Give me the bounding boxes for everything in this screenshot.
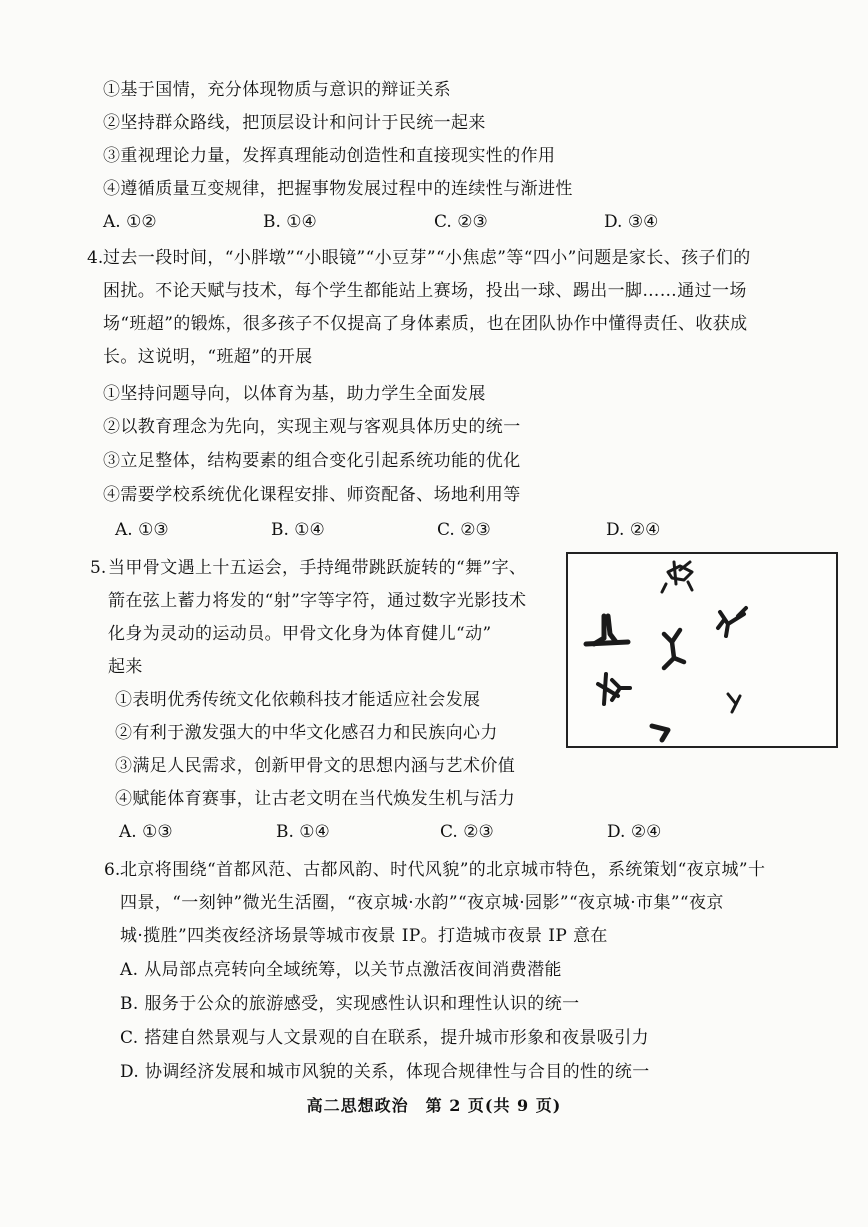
q5-option-c: C. ②③ [440,822,494,842]
glyph-person [664,630,684,668]
q5-option-d: D. ②④ [607,822,662,842]
q4-option-a: A. ①③ [115,520,169,540]
q3-statement-2: ②坚持群众路线，把顶层设计和问计于民统一起来 [103,113,486,133]
q5-option-a: A. ①③ [119,822,173,842]
glyph-dance [662,562,692,592]
q3-option-d: D. ③④ [604,212,659,232]
q3-option-b: B. ①④ [263,212,317,232]
q4-stem-line-2: 困扰。不论天赋与技术，每个学生都能站上赛场，投出一球、踢出一脚……通过一场 [103,281,747,301]
glyph-leap [718,608,746,636]
q5-stem-line-2: 箭在弦上蓄力将发的“射”字等字符，通过数字光影技术 [108,591,527,611]
q6-stem-line-1: 北京将围绕“首都风范、古都风韵、时代风貌”的北京城市特色，系统策划“夜京城”十 [120,860,766,880]
q5-option-b: B. ①④ [276,822,330,842]
oracle-glyphs-illustration [568,554,836,746]
q3-statement-4: ④遵循质量互变规律，把握事物发展过程中的连续性与渐进性 [103,179,573,199]
q4-statement-3: ③立足整体，结构要素的组合变化引起系统功能的优化 [103,451,521,471]
q6-number: 6. [104,860,121,880]
q6-stem-line-3: 城·揽胜”四类夜经济场景等城市夜景 IP。打造城市夜景 IP 意在 [120,926,608,946]
q4-number: 4. [87,248,104,268]
q4-stem-line-3: 场“班超”的锻炼，很多孩子不仅提高了身体素质，也在团队协作中懂得责任、收获成 [103,314,748,334]
q4-statement-4: ④需要学校系统优化课程安排、师资配备、场地利用等 [103,485,521,505]
q5-statement-2: ②有利于激发强大的中华文化感召力和民族向心力 [115,723,498,743]
q4-stem-line-1: 过去一段时间，“小胖墩”“小眼镜”“小豆芽”“小焦虑”等“四小”问题是家长、孩子们的 [103,248,751,268]
q4-option-b: B. ①④ [271,520,325,540]
glyph-shoot [598,674,630,704]
q5-stem-line-3: 化身为灵动的运动员。甲骨文化身为体育健儿“动” [108,624,492,644]
q4-statement-2: ②以教育理念为先向，实现主观与客观具体历史的统一 [103,417,521,437]
q6-option-a: A. 从局部点亮转向全域统筹，以关节点激活夜间消费潜能 [120,960,562,980]
page-footer: 高二思想政治 第 2 页(共 9 页) [306,1096,562,1115]
q5-stem-line-4: 起来 [108,657,143,677]
glyph-stand [586,616,628,644]
q5-stem-line-1: 当甲骨文遇上十五运会，手持绳带跳跃旋转的“舞”字、 [108,558,527,578]
q3-option-a: A. ①② [103,212,157,232]
q5-number: 5. [90,558,107,578]
q5-statement-3: ③满足人民需求，创新甲骨文的思想内涵与艺术价值 [115,756,516,776]
q4-stem-line-4: 长。这说明，“班超”的开展 [103,347,313,367]
q5-statement-1: ①表明优秀传统文化依赖科技才能适应社会发展 [115,690,481,710]
q4-option-d: D. ②④ [606,520,661,540]
q3-statement-3: ③重视理论力量，发挥真理能动创造性和直接现实性的作用 [103,146,556,166]
q6-option-d: D. 协调经济发展和城市风貌的关系，体现合规律性与合目的性的统一 [120,1062,650,1082]
q6-stem-line-2: 四景，“一刻钟”微光生活圈，“夜京城·水韵”“夜京城·园影”“夜京城·市集”“夜京 [120,893,724,913]
oracle-bone-figure [566,552,838,748]
q6-option-b: B. 服务于公众的旅游感受，实现感性认识和理性认识的统一 [120,994,580,1014]
q3-statement-1: ①基于国情，充分体现物质与意识的辩证关系 [103,80,451,100]
q4-option-c: C. ②③ [437,520,491,540]
glyph-small [728,694,740,712]
q4-statement-1: ①坚持问题导向，以体育为基，助力学生全面发展 [103,384,486,404]
q3-option-c: C. ②③ [434,212,488,232]
q6-option-c: C. 搭建自然景观与人文景观的自在联系，提升城市形象和夜景吸引力 [120,1028,650,1048]
glyph-hook [652,726,668,740]
q5-statement-4: ④赋能体育赛事，让古老文明在当代焕发生机与活力 [115,789,516,809]
